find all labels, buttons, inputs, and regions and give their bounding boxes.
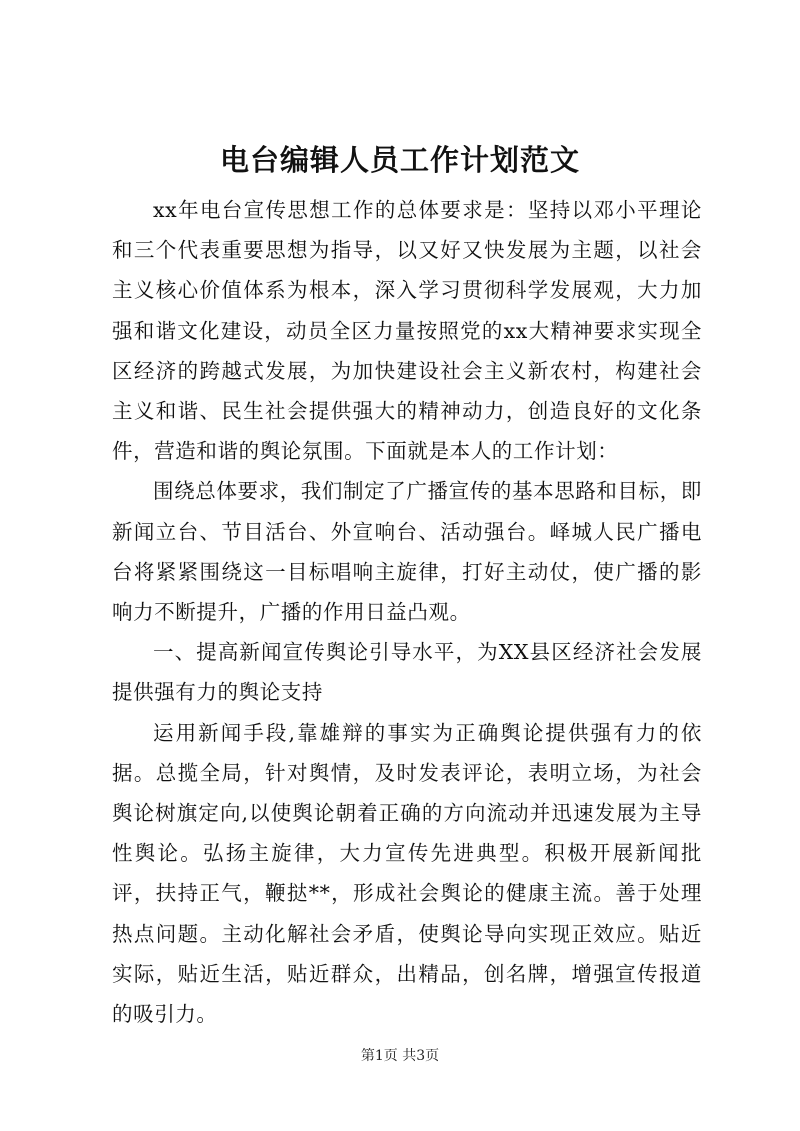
document-body [112,190,702,1034]
document-title: 电台编辑人员工作计划范文 [219,143,580,177]
paragraph-goals: 围绕总体要求，我们制定了广播宣传的基本思路和目标，即新闻立台、节目活台、外宣响台、活动强台。峄城人民广播电台将紧紧围绕这一目标唱响主旋律，打好主动仗，使广播的影响力不断提升，广播的作用日益凸观。 [112,479,702,625]
section-heading-1: 一、提高新闻宣传舆论引导水平，为XX县区经济社会发展提供强有力的舆论支持 [112,640,702,705]
paragraph-news-methods: 运用新闻手段,靠雄辩的事实为正确舆论提供强有力的依据。总揽全局，针对舆情，及时发表评论，表明立场，为社会舆论树旗定向,以使舆论朝着正确的方向流动并迅速发展为主导性舆论。弘扬主旋律，大力宣传先进典型。积极开展新闻批评，扶持正气，鞭挞**，形成社会舆论的健康主流。善于处理热点问题。主动化解社会矛盾，使舆论导向实现正效应。贴近实际，贴近生活，贴近群众，出精品，创名牌，增强宣传报道的吸引力。 [112,720,702,1027]
page-number: 第1页 共3页 [360,1048,440,1064]
paragraph-intro: xx年电台宣传思想工作的总体要求是：坚持以邓小平理论和三个代表重要思想为指导，以又好又快发展为主题，以社会主义核心价值体系为根本，深入学习贯彻科学发展观，大力加强和谐文化建设，动员全区力量按照党的xx大精神要求实现全区经济的跨越式发展，为加快建设社会主义新农村，构建社会主义和谐、民生社会提供强大的精神动力，创造良好的文化条件，营造和谐的舆论氛围。下面就是本人的工作计划： [112,198,702,464]
